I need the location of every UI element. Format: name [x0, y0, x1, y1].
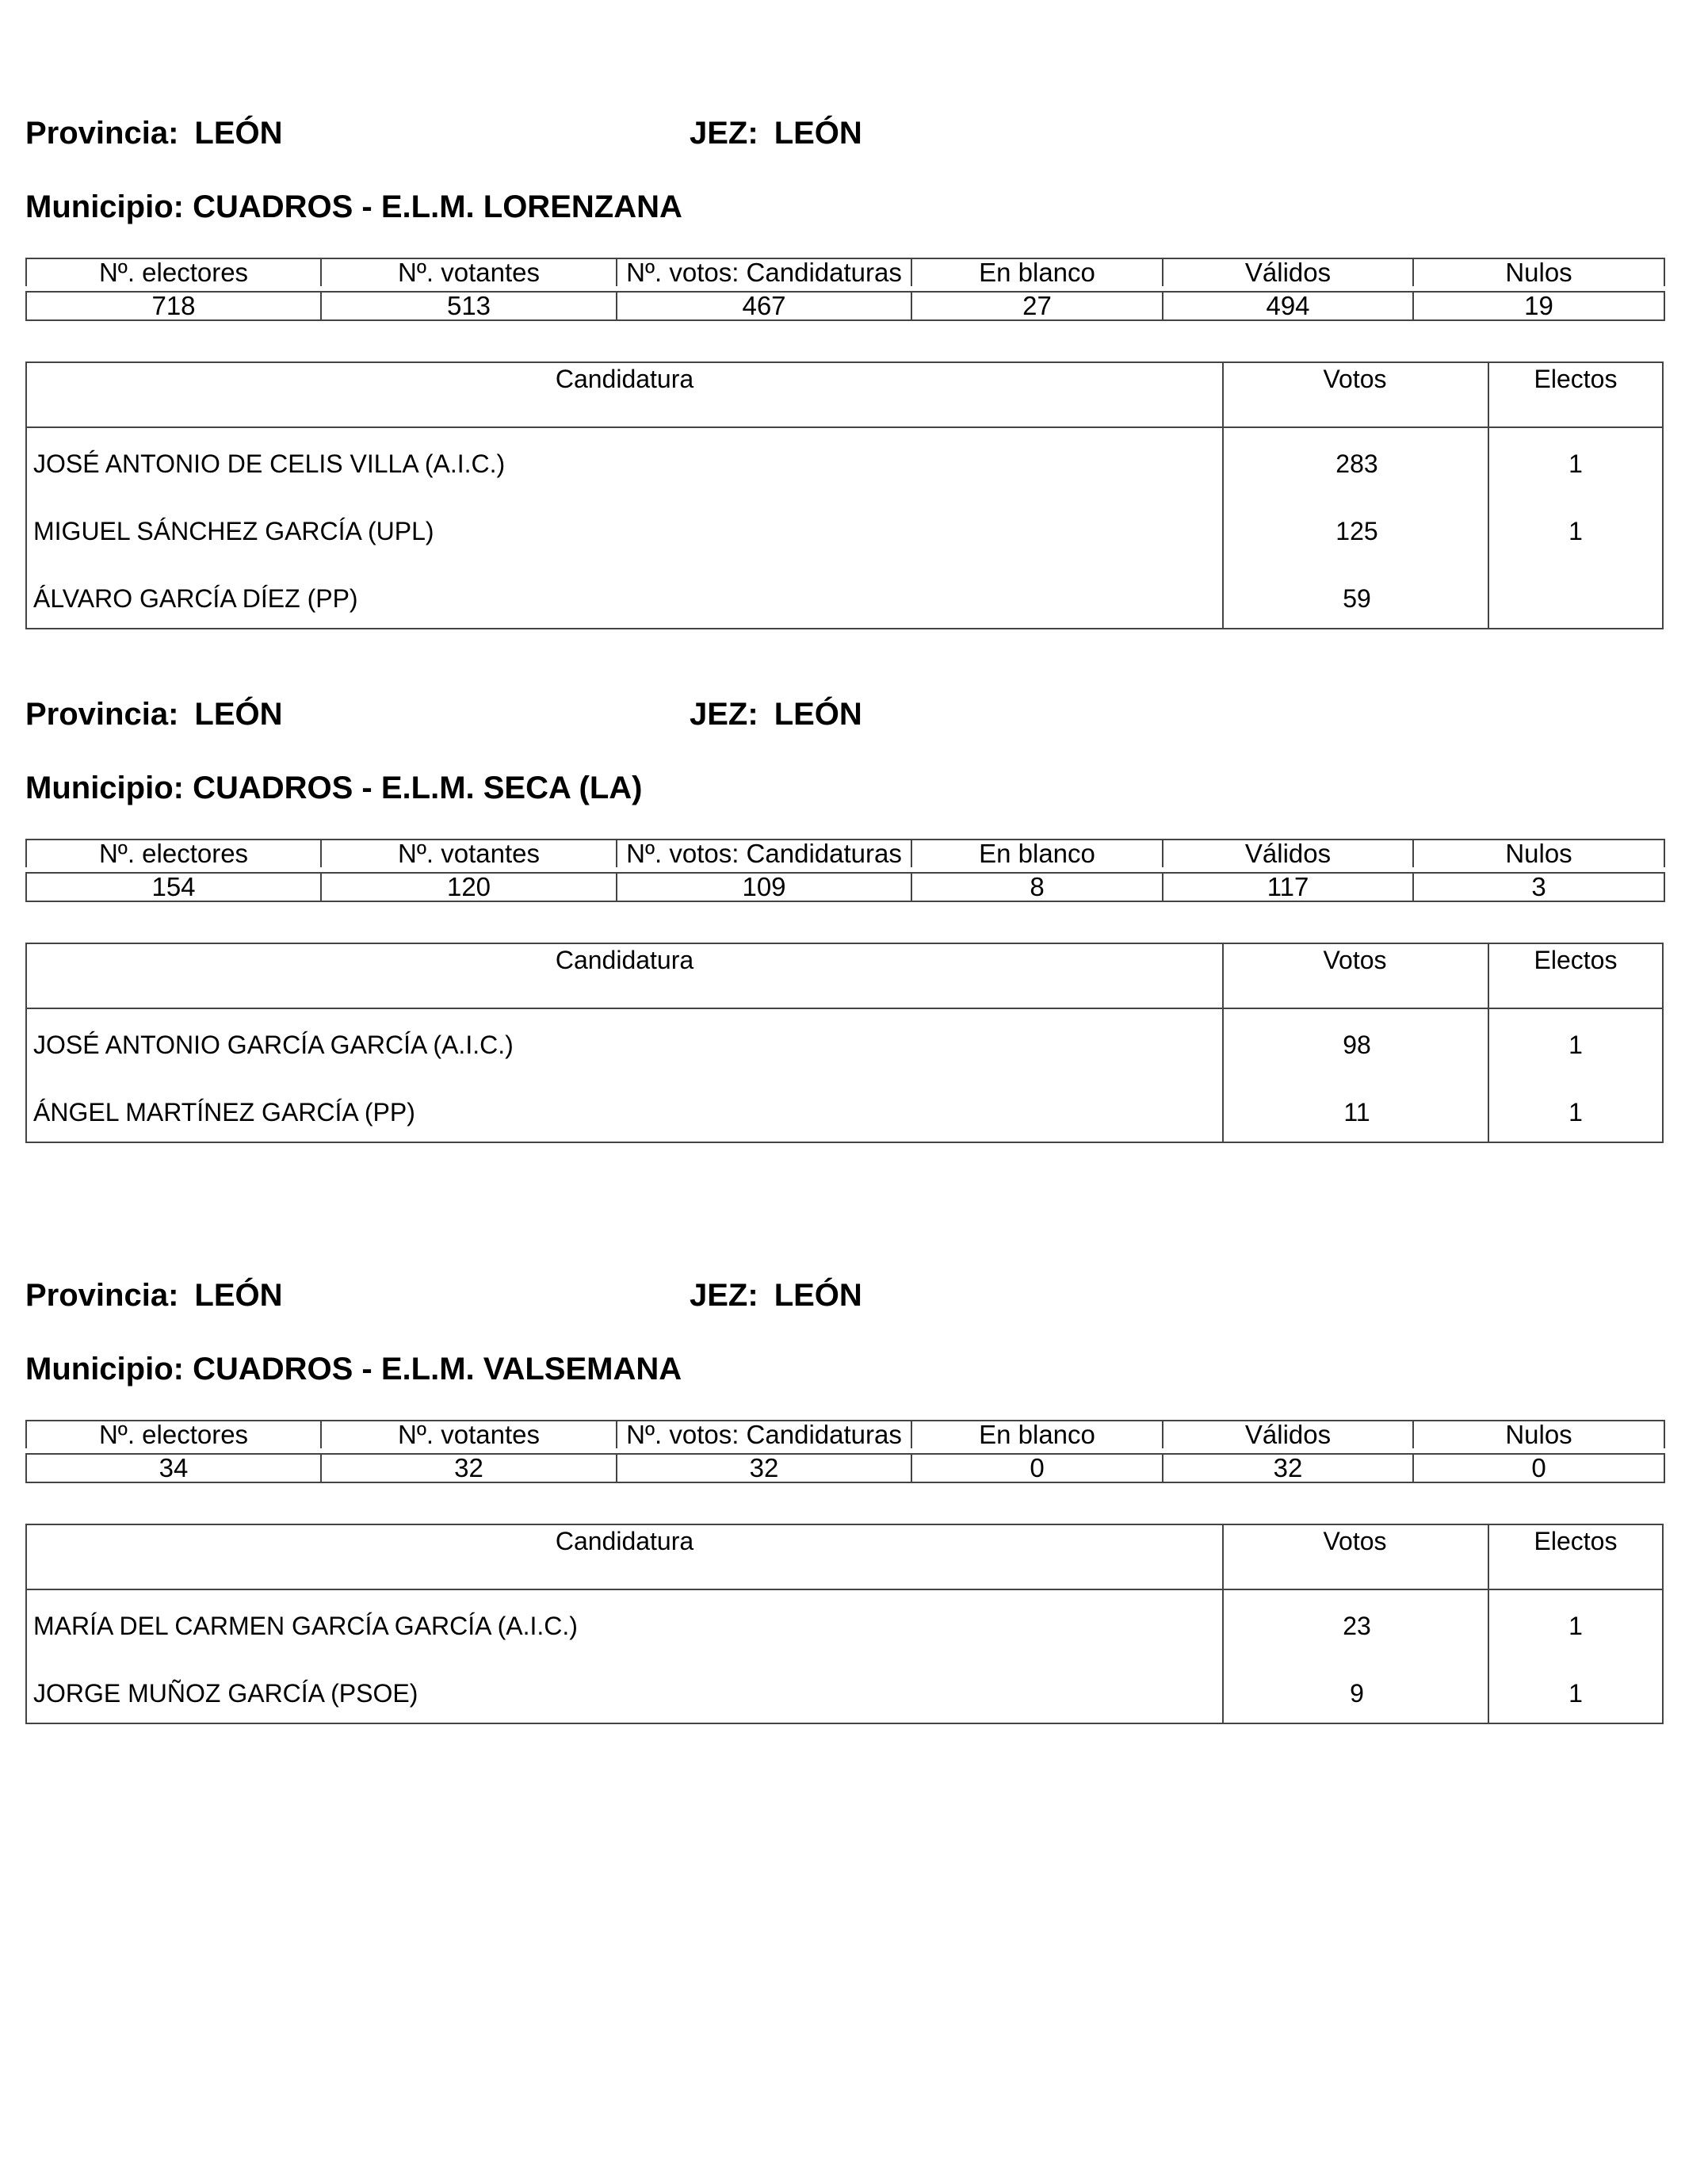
candidates-header — [27, 363, 1662, 428]
provincia-line — [25, 696, 283, 732]
nulos-value: 0 — [1413, 1454, 1664, 1482]
votantes-header: Nº. votantes — [321, 258, 617, 286]
provincia-value: LEÓN — [194, 1278, 283, 1313]
candidatura-header: Candidatura — [555, 1527, 694, 1555]
en-blanco-value: 27 — [911, 292, 1163, 320]
jez-label: JEZ: — [690, 116, 758, 151]
candidate-votes: 23 — [1343, 1612, 1371, 1640]
stats-table — [25, 1420, 1665, 1483]
provincia-label: Provincia: — [25, 697, 179, 732]
electores-header: Nº. electores — [26, 1421, 321, 1448]
electores-header: Nº. electores — [26, 840, 321, 867]
jez-value: LEÓN — [774, 697, 862, 732]
provincia-line — [25, 1277, 283, 1314]
validos-header: Válidos — [1163, 1421, 1413, 1448]
en-blanco-header: En blanco — [911, 1421, 1163, 1448]
candidatura-header: Candidatura — [555, 946, 694, 974]
en-blanco-header: En blanco — [911, 258, 1163, 286]
jez-value: LEÓN — [774, 1278, 862, 1313]
candidate-electos: 1 — [1568, 449, 1583, 478]
provincia-value: LEÓN — [194, 116, 283, 151]
stats-header-row — [26, 258, 1664, 286]
votantes-value: 513 — [321, 292, 617, 320]
candidate-row — [27, 1012, 1662, 1079]
candidate-row — [27, 1593, 1662, 1660]
candidate-name: JOSÉ ANTONIO DE CELIS VILLA (A.I.C.) — [33, 449, 506, 478]
provincia-label: Provincia: — [25, 1278, 179, 1313]
votos-candidaturas-header: Nº. votos: Candidaturas — [617, 258, 911, 286]
candidate-votes: 283 — [1335, 449, 1378, 478]
validos-value: 32 — [1163, 1454, 1413, 1482]
candidate-electos: 1 — [1568, 1031, 1583, 1059]
candidate-row — [27, 1660, 1662, 1727]
candidate-electos: 1 — [1568, 1098, 1583, 1126]
municipio-label: Municipio: — [25, 771, 184, 805]
provincia-label: Provincia: — [25, 116, 179, 151]
provincia-value: LEÓN — [194, 697, 283, 732]
electos-header: Electos — [1534, 365, 1618, 393]
nulos-header: Nulos — [1413, 840, 1664, 867]
stats-header-row — [26, 1421, 1664, 1448]
candidates-table — [25, 1524, 1664, 1724]
candidate-row — [27, 1079, 1662, 1146]
validos-header: Válidos — [1163, 840, 1413, 867]
nulos-header: Nulos — [1413, 1421, 1664, 1448]
candidate-name: MARÍA DEL CARMEN GARCÍA GARCÍA (A.I.C.) — [33, 1612, 578, 1640]
electos-header: Electos — [1534, 1527, 1618, 1555]
validos-value: 494 — [1163, 292, 1413, 320]
candidate-votes: 9 — [1350, 1679, 1364, 1708]
jez-label: JEZ: — [690, 1278, 758, 1313]
municipio-line — [25, 1351, 682, 1387]
jez-label: JEZ: — [690, 697, 758, 732]
votantes-value: 32 — [321, 1454, 617, 1482]
validos-value: 117 — [1163, 873, 1413, 901]
candidates-table — [25, 943, 1664, 1143]
stats-table — [25, 839, 1665, 902]
candidate-name: MIGUEL SÁNCHEZ GARCÍA (UPL) — [33, 517, 434, 545]
jez-line — [690, 115, 862, 151]
electores-value: 154 — [26, 873, 321, 901]
electores-value: 34 — [26, 1454, 321, 1482]
stats-table — [25, 258, 1665, 321]
candidate-electos: 1 — [1568, 517, 1583, 545]
votantes-header: Nº. votantes — [321, 1421, 617, 1448]
electores-header: Nº. electores — [26, 258, 321, 286]
votos-header: Votos — [1323, 365, 1387, 393]
votos-header: Votos — [1323, 1527, 1387, 1555]
jez-line — [690, 696, 862, 732]
jez-value: LEÓN — [774, 116, 862, 151]
en-blanco-header: En blanco — [911, 840, 1163, 867]
stats-value-row — [26, 1454, 1664, 1482]
candidate-name: JOSÉ ANTONIO GARCÍA GARCÍA (A.I.C.) — [33, 1031, 514, 1059]
nulos-value: 19 — [1413, 292, 1664, 320]
votos-header: Votos — [1323, 946, 1387, 974]
candidate-electos: 1 — [1568, 1679, 1583, 1708]
votos-candidaturas-header: Nº. votos: Candidaturas — [617, 840, 911, 867]
stats-value-row — [26, 873, 1664, 901]
municipio-value: CUADROS - E.L.M. SECA (LA) — [193, 771, 643, 805]
candidate-row — [27, 565, 1662, 633]
votos-candidaturas-value: 109 — [617, 873, 911, 901]
candidate-name: ÁLVARO GARCÍA DÍEZ (PP) — [33, 584, 358, 613]
candidate-name: JORGE MUÑOZ GARCÍA (PSOE) — [33, 1679, 418, 1708]
candidate-row — [27, 430, 1662, 498]
votantes-value: 120 — [321, 873, 617, 901]
votos-candidaturas-value: 32 — [617, 1454, 911, 1482]
nulos-header: Nulos — [1413, 258, 1664, 286]
votos-candidaturas-value: 467 — [617, 292, 911, 320]
en-blanco-value: 8 — [911, 873, 1163, 901]
municipio-value: CUADROS - E.L.M. LORENZANA — [193, 189, 682, 224]
municipio-label: Municipio: — [25, 189, 184, 224]
candidate-row — [27, 498, 1662, 565]
stats-header-row — [26, 840, 1664, 867]
candidatura-header: Candidatura — [555, 365, 694, 393]
municipio-label: Municipio: — [25, 1352, 184, 1387]
candidate-name: ÁNGEL MARTÍNEZ GARCÍA (PP) — [33, 1098, 415, 1126]
electores-value: 718 — [26, 292, 321, 320]
en-blanco-value: 0 — [911, 1454, 1163, 1482]
candidate-electos: 1 — [1568, 1612, 1583, 1640]
nulos-value: 3 — [1413, 873, 1664, 901]
jez-line — [690, 1277, 862, 1314]
municipio-line — [25, 189, 682, 225]
candidates-header — [27, 1525, 1662, 1590]
votos-candidaturas-header: Nº. votos: Candidaturas — [617, 1421, 911, 1448]
candidate-votes: 125 — [1335, 517, 1378, 545]
electos-header: Electos — [1534, 946, 1618, 974]
candidate-votes: 98 — [1343, 1031, 1371, 1059]
provincia-line — [25, 115, 283, 151]
stats-value-row — [26, 292, 1664, 320]
municipio-line — [25, 770, 642, 806]
municipio-value: CUADROS - E.L.M. VALSEMANA — [193, 1352, 682, 1387]
candidates-table — [25, 361, 1664, 629]
validos-header: Válidos — [1163, 258, 1413, 286]
votantes-header: Nº. votantes — [321, 840, 617, 867]
candidate-votes: 11 — [1343, 1098, 1370, 1126]
candidate-votes: 59 — [1343, 584, 1371, 613]
candidates-header — [27, 944, 1662, 1009]
